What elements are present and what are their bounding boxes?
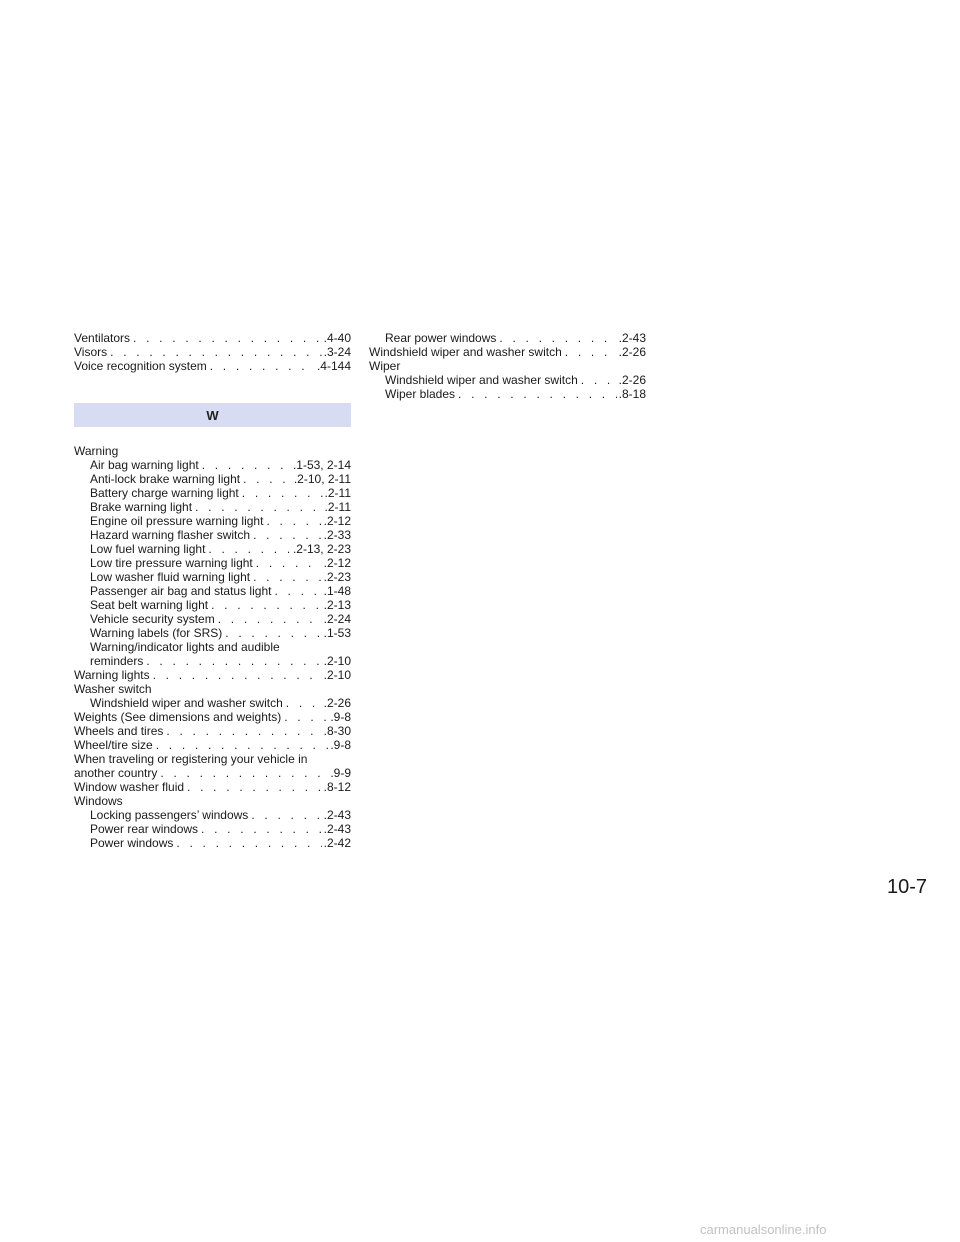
index-entry-window-washer-fluid[interactable]: Window washer fluid . . . .8-12 [74, 780, 351, 794]
index-entry-wheel-tire-size[interactable]: Wheel/tire size . . . .9-8 [74, 738, 351, 752]
index-entry-passenger-airbag-light[interactable]: Passenger air bag and status light . . . .1-48 [74, 584, 351, 598]
index-entry-warning-lights[interactable]: Warning lights . . . .2-10 [74, 668, 351, 682]
page-ref: .9-8 [330, 738, 351, 752]
index-entry-low-fuel-warning[interactable]: Low fuel warning light . . . .2-13, 2-23 [74, 542, 351, 556]
index-entry-power-windows[interactable]: Power windows . . . .2-42 [74, 836, 351, 850]
index-entry-airbag-warning[interactable]: Air bag warning light . . . .1-53, 2-14 [74, 458, 351, 472]
page-ref: .2-43 [618, 331, 646, 345]
index-entry-visors[interactable]: Visors . . . .3-24 [74, 345, 351, 359]
index-entry-antilock-warning[interactable]: Anti-lock brake warning light . . . .2-10, 2-11 [74, 472, 351, 486]
page-ref: .8-30 [323, 724, 351, 738]
page-ref: .2-43 [323, 822, 351, 836]
index-entry-windshield-wiper-switch[interactable]: Windshield wiper and washer switch . . . .2-26 [369, 345, 646, 359]
page-ref: .1-53 [323, 626, 351, 640]
index-entry-wiper-windshield-switch[interactable]: Windshield wiper and washer switch . . . .2-26 [369, 373, 646, 387]
index-entry-ventilators[interactable]: Ventilators . . . .4-40 [74, 331, 351, 345]
page-ref: .8-18 [618, 387, 646, 401]
index-column-right [369, 331, 646, 401]
page-ref: .4-144 [316, 359, 351, 373]
page-ref: .2-12 [323, 556, 351, 570]
page-ref: .2-26 [323, 696, 351, 710]
index-entry-power-rear-windows[interactable]: Power rear windows . . . .2-43 [74, 822, 351, 836]
page-ref: .2-42 [323, 836, 351, 850]
index-entry-voice-recognition[interactable]: Voice recognition system . . . .4-144 [74, 359, 351, 373]
page-ref: .2-10 [323, 654, 351, 668]
index-entry-traveling-line1: When traveling or registering your vehicle in [74, 752, 308, 766]
index-entry-battery-warning[interactable]: Battery charge warning light . . . .2-11 [74, 486, 351, 500]
index-column-left [74, 331, 351, 850]
index-heading-windows: Windows [74, 794, 123, 808]
page-ref: .2-13, 2-23 [292, 542, 351, 556]
index-entry-indicator-lights-line1: Warning/indicator lights and audible [90, 640, 280, 654]
page-ref: .4-40 [323, 331, 351, 345]
page-ref: .2-10, 2-11 [293, 472, 351, 486]
index-heading-wiper: Wiper [369, 359, 401, 373]
watermark-text: carmanualsonline.info [700, 1222, 827, 1237]
index-entry-low-washer-warning[interactable]: Low washer fluid warning light . . . .2-23 [74, 570, 351, 584]
index-entry-indicator-lights-reminders[interactable]: reminders . . . .2-10 [74, 654, 351, 668]
index-entry-oil-pressure-warning[interactable]: Engine oil pressure warning light . . . .2-12 [74, 514, 351, 528]
page-ref: .2-10 [323, 668, 351, 682]
index-entry-warning-labels-srs[interactable]: Warning labels (for SRS) . . . .1-53 [74, 626, 351, 640]
page-ref: .9-8 [330, 710, 351, 724]
page-ref: .2-13 [323, 598, 351, 612]
page-ref: .2-33 [323, 528, 351, 542]
index-entry-rear-power-windows[interactable]: Rear power windows . . . .2-43 [369, 331, 646, 345]
section-letter-header: W [74, 403, 351, 427]
index-entry-wheels-tires[interactable]: Wheels and tires . . . .8-30 [74, 724, 351, 738]
index-entry-brake-warning[interactable]: Brake warning light . . . .2-11 [74, 500, 351, 514]
page-ref: .1-48 [323, 584, 351, 598]
index-entry-weights[interactable]: Weights (See dimensions and weights) . . . .9-8 [74, 710, 351, 724]
page-ref: .2-23 [323, 570, 351, 584]
page-ref: .1-53, 2-14 [292, 458, 351, 472]
index-entry-low-tire-warning[interactable]: Low tire pressure warning light . . . .2-12 [74, 556, 351, 570]
index-heading-washer-switch: Washer switch [74, 682, 152, 696]
page-ref: .9-9 [330, 766, 351, 780]
page-ref: .8-12 [323, 780, 351, 794]
page-ref: .2-12 [323, 514, 351, 528]
page-ref: .2-11 [324, 500, 351, 514]
index-entry-washer-windshield-switch[interactable]: Windshield wiper and washer switch . . . .2-26 [74, 696, 351, 710]
index-entry-wiper-blades[interactable]: Wiper blades . . . .8-18 [369, 387, 646, 401]
index-entry-locking-windows[interactable]: Locking passengers’ windows . . . .2-43 [74, 808, 351, 822]
index-entry-traveling-another-country[interactable]: another country . . . .9-9 [74, 766, 351, 780]
page-ref: .2-11 [324, 486, 351, 500]
page-ref: .2-26 [618, 345, 646, 359]
index-entry-vehicle-security[interactable]: Vehicle security system . . . .2-24 [74, 612, 351, 626]
page-ref: .2-43 [323, 808, 351, 822]
index-entry-hazard-switch[interactable]: Hazard warning flasher switch . . . .2-33 [74, 528, 351, 542]
page-ref: .2-26 [618, 373, 646, 387]
index-entry-seat-belt-warning[interactable]: Seat belt warning light . . . .2-13 [74, 598, 351, 612]
page-ref: .2-24 [323, 612, 351, 626]
index-heading-warning: Warning [74, 444, 119, 458]
page-number: 10-7 [887, 876, 928, 898]
page-ref: .3-24 [323, 345, 351, 359]
